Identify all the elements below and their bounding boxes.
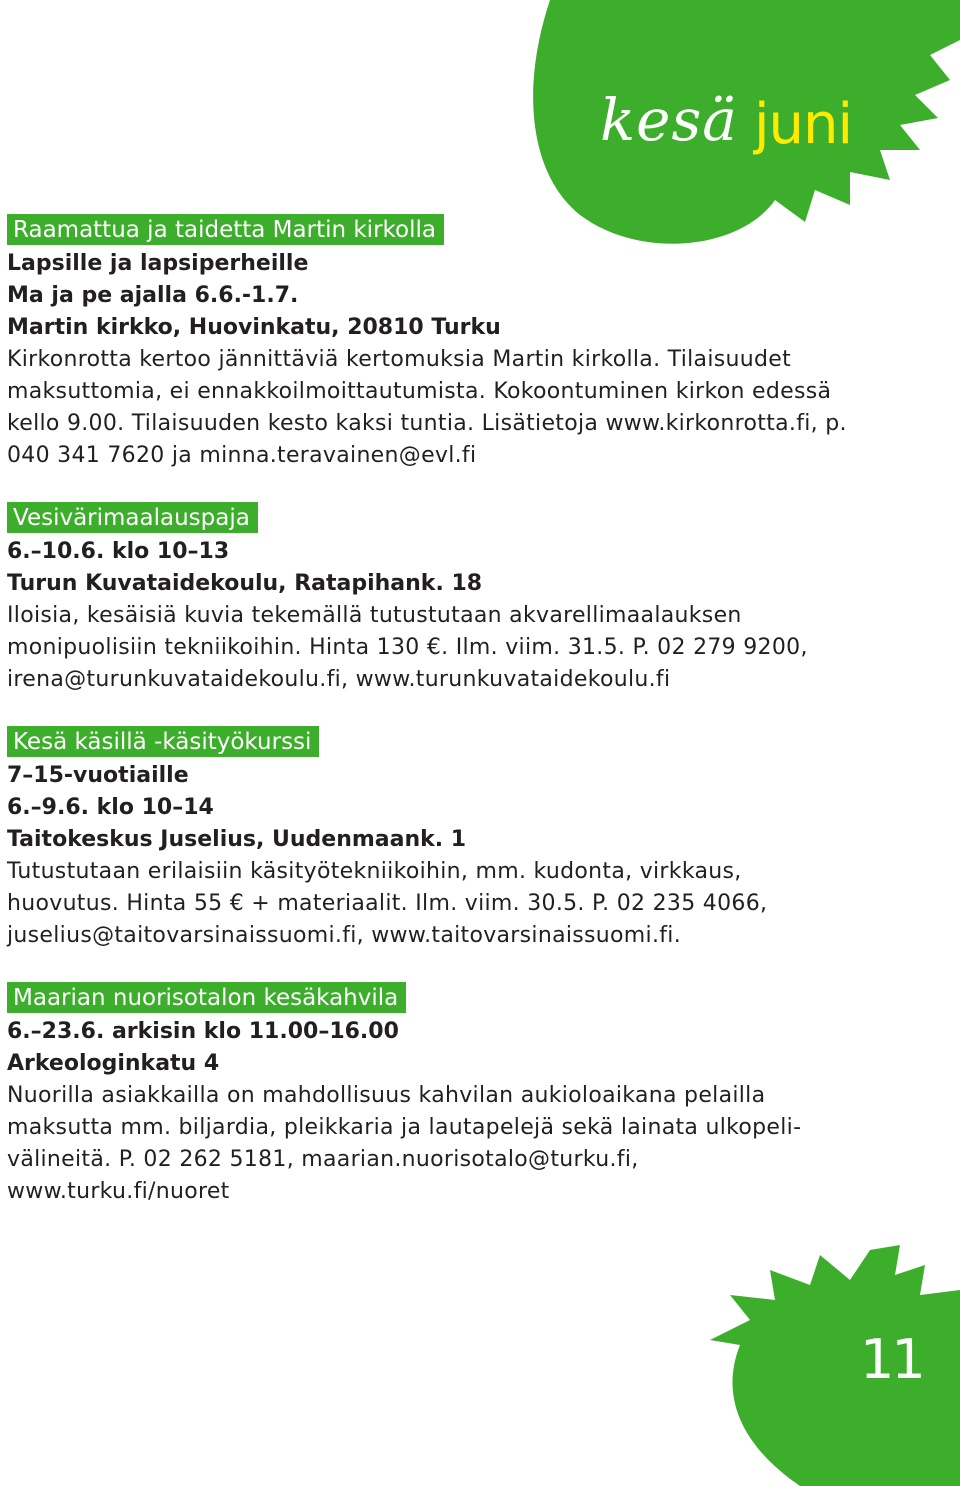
header-month: juni [754, 92, 853, 157]
page-number: 11 [860, 1328, 923, 1391]
event-description: Tutustutaan erilaisiin käsityötekniikoihin, mm. kudonta, virkkaus, huovutus. Hinta 55 € + materiaalit. Ilm. viim. 30.5. P. 02 235 4066, juselius@taitovarsinaissuomi.fi, www.taitovarsinaissuomi.fi. [7, 859, 768, 948]
event-list [7, 214, 847, 1238]
event-description: Kirkonrotta kertoo jännittäviä kertomuksia Martin kirkolla. Tilaisuudet maksuttomia, ei ennakkoilmoittautumista. Kokoontuminen kirkon edessä kello 9.00. Tilaisuuden kesto kaksi tuntia. Lisätietoja www.kirkonrotta.fi, p. 040 341 7620 ja minna.teravainen@evl.fi [7, 347, 847, 468]
event-3 [7, 726, 847, 952]
event-location: Martin kirkko, Huovinkatu, 20810 Turku [7, 315, 501, 340]
event-date: 6.–23.6. arkisin klo 11.00–16.00 [7, 1019, 399, 1044]
event-date: 6.–10.6. klo 10–13 [7, 539, 230, 564]
event-audience: 7–15-vuotiaille [7, 763, 189, 788]
event-description: Iloisia, kesäisiä kuvia tekemällä tutustutaan akvarellimaalauksen monipuolisiin tekniikoihin. Hinta 130 €. Ilm. viim. 31.5. P. 02 279 9200, irena@turunkuvataidekoulu.fi, www.turunkuvataidekoulu.fi [7, 603, 808, 692]
event-4 [7, 982, 847, 1208]
event-title: Vesivärimaalauspaja [7, 502, 258, 533]
event-date: Ma ja pe ajalla 6.6.-1.7. [7, 283, 299, 308]
event-title: Kesä käsillä -käsityökurssi [7, 726, 319, 757]
event-date: 6.–9.6. klo 10–14 [7, 795, 214, 820]
event-description: Nuorilla asiakkailla on mahdollisuus kahvilan aukioloaikana pelailla maksutta mm. biljardia, pleikkaria ja lautapelejä sekä lainata ulkopeli-välineitä. P. 02 262 5181, maarian.nuorisotalo@turku.fi, www.turku.fi/nuoret [7, 1083, 802, 1204]
event-audience: Lapsille ja lapsiperheille [7, 251, 309, 276]
event-title: Maarian nuorisotalon kesäkahvila [7, 982, 406, 1013]
event-2 [7, 502, 847, 696]
event-1 [7, 214, 847, 472]
event-location: Arkeologinkatu 4 [7, 1051, 220, 1076]
event-location: Turun Kuvataidekoulu, Ratapihank. 18 [7, 571, 483, 596]
event-title: Raamattua ja taidetta Martin kirkolla [7, 214, 444, 245]
event-location: Taitokeskus Juselius, Uudenmaank. 1 [7, 827, 467, 852]
header-script-word: kesä [600, 86, 738, 154]
